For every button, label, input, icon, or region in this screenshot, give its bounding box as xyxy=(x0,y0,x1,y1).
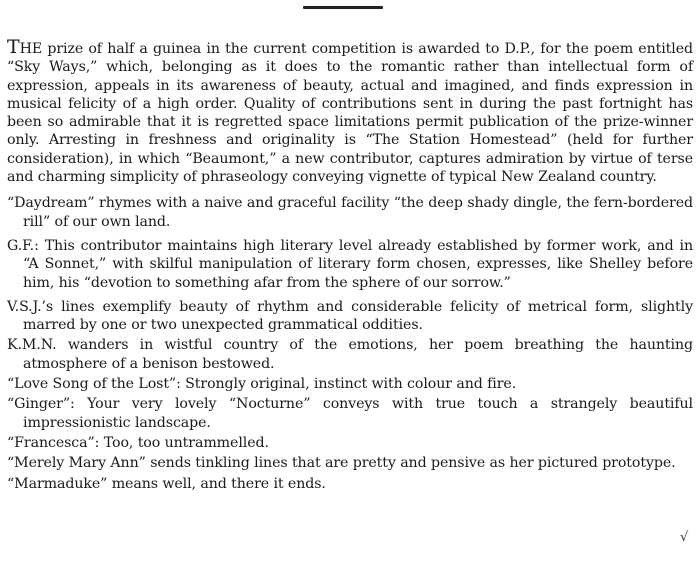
review-merely-mary-ann: “Merely Mary Ann” sends tinkling lines that are pretty and pensive as her pictured prototype. xyxy=(7,455,676,472)
review-daydream: “Daydream” rhymes with a naive and graceful facility “the deep shady dingle, the fern-bordered rill” of our own land. xyxy=(7,195,693,230)
drop-initial: T xyxy=(7,36,20,58)
article-body xyxy=(7,38,693,495)
review-love-song: “Love Song of the Lost”: Strongly original, instinct with colour and fire. xyxy=(7,376,517,393)
review-vsj: V.S.J.’s lines exemplify beauty of rhythm and considerable felicity of metrical form, slightly marred by one or two unexpected grammatical oddities. xyxy=(7,298,693,334)
prize-paragraph xyxy=(7,38,693,186)
margin-mark-icon: √ xyxy=(680,530,689,545)
header-rule xyxy=(303,6,383,9)
review-francesca: “Francesca”: Too, too untrammelled. xyxy=(7,434,269,451)
review-kmn: K.M.N. wanders in wistful country of the emotions, her poem breathing the haunting atmosphere of a benison bestowed. xyxy=(7,337,693,372)
review-gf: G.F.: This contributor maintains high literary level already established by former work, and in “A Sonnet,” with skilful manipulation of literary form chosen, expresses, like Shelley before him, his “devotion to something afar from the sphere of our sorrow.” xyxy=(7,237,693,291)
prize-paragraph-text: HE prize of half a guinea in the current competition is awarded to D.P., for the poem entitled “Sky Ways,” which, belonging as it does to the romantic rather than intellectual form of expression, appeals in its awareness of beauty, actual and imagined, and finds expression in musical felicity of a high order. Quality of contributions sent in during the past fortnight has been so admirable that it is regretted space limitations permit publication of the prize-winner only. Arresting in freshness and originality is “The Station Homestead” (held for further consideration), in which “Beaumont,” a new contributor, captures admiration by virtue of terse and charming simplicity of phraseology conveying vignette of typical New Zealand country. xyxy=(7,41,693,186)
review-ginger: “Ginger”: Your very lovely “Nocturne” conveys with true touch a strangely beautiful impressionistic landscape. xyxy=(7,396,693,431)
review-marmaduke: “Marmaduke” means well, and there it ends. xyxy=(7,475,326,492)
